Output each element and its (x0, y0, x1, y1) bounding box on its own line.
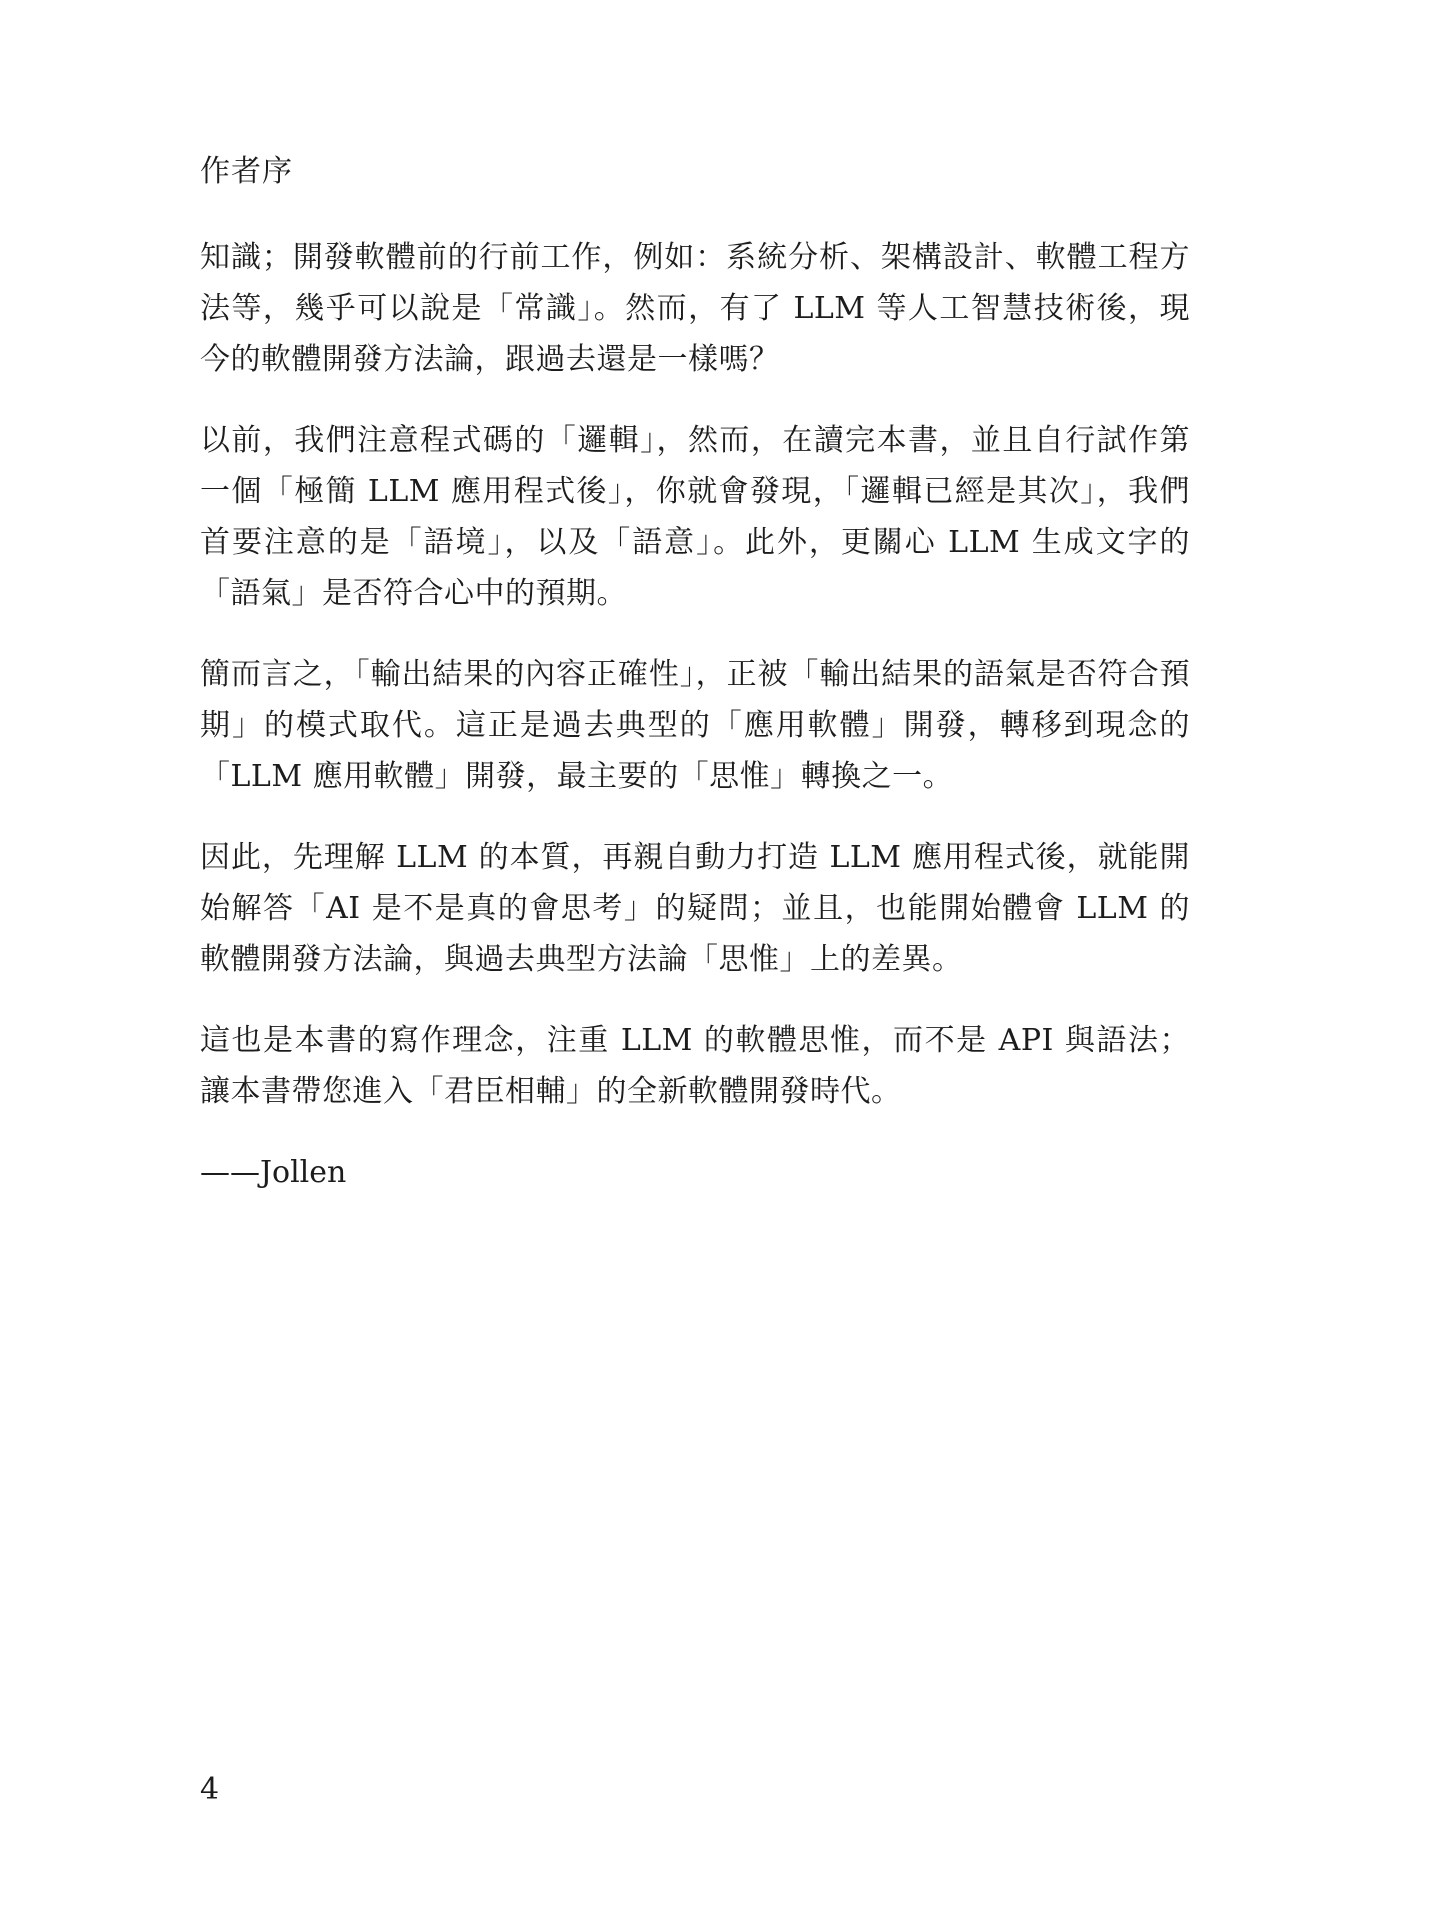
paragraph-4: 因此，先理解 LLM 的本質，再親自動力打造 LLM 應用程式後，就能開始解答「AI 是不是真的會思考」的疑問；並且，也能開始體會 LLM 的軟體開發方法論，與過去典型方法論「思惟」上的差異。 (200, 840, 1190, 977)
paragraph-5: 這也是本書的寫作理念，注重 LLM 的軟體思惟，而不是 API 與語法；讓本書帶您進入「君臣相輔」的全新軟體開發時代。 (200, 1023, 1190, 1109)
running-head: 作者序 (200, 154, 293, 189)
paragraph-3: 簡而言之，「輸出結果的內容正確性」，正被「輸出結果的語氣是否符合預期」的模式取代。這正是過去典型的「應用軟體」開發，轉移到現念的「LLM 應用軟體」開發，最主要的「思惟」轉換之一。 (200, 657, 1190, 794)
body-text (200, 232, 1190, 1198)
page-number: 4 (200, 1772, 220, 1807)
paragraph-2: 以前，我們注意程式碼的「邏輯」，然而，在讀完本書，並且自行試作第一個「極簡 LLM 應用程式後」，你就會發現，「邏輯已經是其次」，我們首要注意的是「語境」，以及「語意」。此外，更關心 LLM 生成文字的「語氣」是否符合心中的預期。 (200, 423, 1190, 611)
paragraph-1: 知識；開發軟體前的行前工作，例如：系統分析、架構設計、軟體工程方法等，幾乎可以說是「常識」。然而，有了 LLM 等人工智慧技術後，現今的軟體開發方法論，跟過去還是一樣嗎？ (200, 240, 1190, 377)
author-signature: ——Jollen (200, 1155, 347, 1190)
